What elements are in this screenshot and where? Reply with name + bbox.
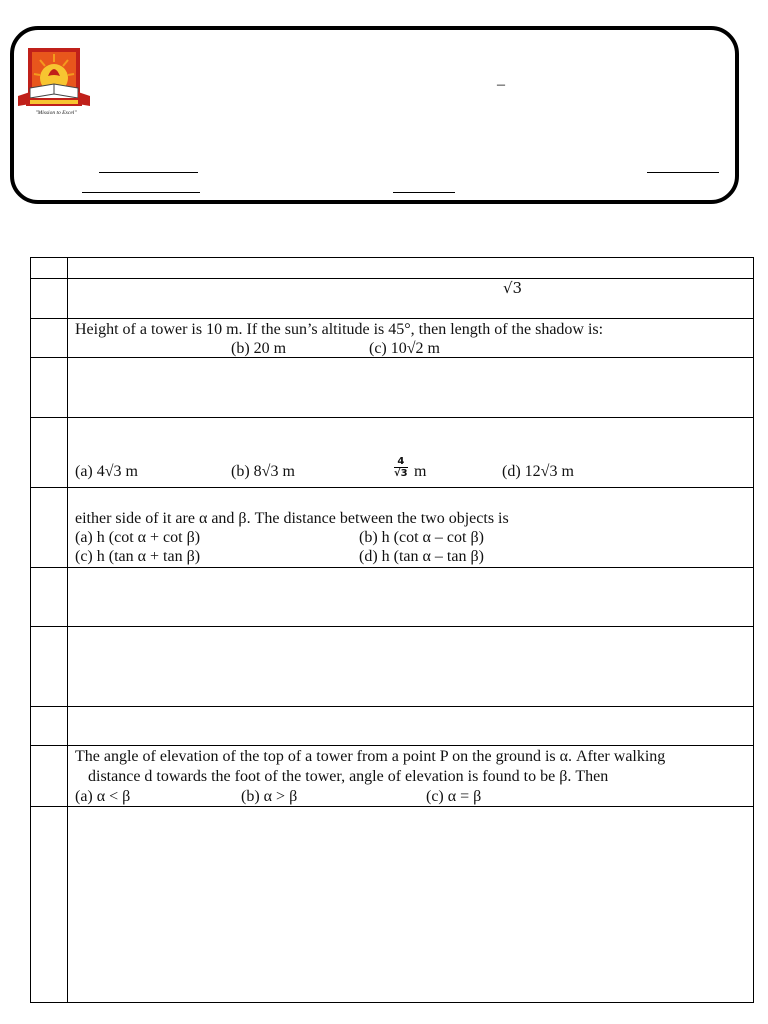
table-row — [31, 319, 754, 358]
option-b: (b) α > β — [241, 788, 298, 805]
number-cell — [31, 358, 68, 418]
question-cell — [68, 358, 754, 418]
question-cell — [68, 627, 754, 707]
option-b: (b) 8√3 m — [231, 463, 295, 480]
option-c: (c) h (tan α + tan β) — [75, 548, 201, 565]
option-b: (b) h (cot α – cot β) — [359, 529, 484, 546]
blank-line — [82, 192, 200, 193]
question-cell — [68, 746, 754, 807]
question-cell — [68, 568, 754, 627]
table-row — [31, 258, 754, 279]
sqrt-three-mark: √3 — [503, 279, 523, 297]
table-row — [31, 418, 754, 488]
number-cell — [31, 279, 68, 319]
number-cell — [31, 488, 68, 568]
blank-line — [393, 192, 455, 193]
table-row — [31, 358, 754, 418]
option-a: (a) 4√3 m — [75, 463, 138, 480]
header-box — [10, 26, 739, 204]
table-row — [31, 488, 754, 568]
number-cell — [31, 319, 68, 358]
header-dash: – — [497, 76, 505, 93]
fraction-numerator: 4 — [397, 456, 405, 467]
option-b: (b) 20 m — [231, 340, 287, 357]
table-row — [31, 746, 754, 807]
table-row — [31, 568, 754, 627]
school-motto: "Mission to Excel" — [35, 110, 77, 116]
question-cell — [68, 319, 754, 358]
number-cell — [31, 807, 68, 1003]
question-cell — [68, 488, 754, 568]
blank-line — [647, 172, 719, 173]
option-c-fraction — [394, 456, 408, 479]
question-cell — [68, 418, 754, 488]
table-row — [31, 807, 754, 1003]
question-cell — [68, 258, 754, 279]
question-cell — [68, 807, 754, 1003]
number-cell — [31, 627, 68, 707]
number-cell — [31, 746, 68, 807]
option-a: (a) α < β — [75, 788, 131, 805]
school-logo — [16, 44, 92, 120]
option-a: (a) h (cot α + cot β) — [75, 529, 201, 546]
question-cell — [68, 707, 754, 746]
table-row — [31, 707, 754, 746]
number-cell — [31, 418, 68, 488]
table-row — [31, 627, 754, 707]
question-cell — [68, 279, 754, 319]
question-text-continued: distance d towards the foot of the tower, angle of elevation is found to be β. Then — [88, 768, 609, 785]
question-text: The angle of elevation of the top of a tower from a point P on the ground is α. After walking — [75, 748, 666, 765]
option-d: (d) 12√3 m — [502, 463, 574, 480]
option-c: (c) α = β — [426, 788, 482, 805]
question-table — [30, 257, 754, 1003]
option-d: (d) h (tan α – tan β) — [359, 548, 484, 565]
table-row — [31, 279, 754, 319]
fraction-denominator: √3 — [394, 468, 408, 479]
option-c-unit: m — [414, 463, 427, 480]
blank-line — [99, 172, 198, 173]
option-c: (c) 10√2 m — [369, 340, 440, 357]
number-cell — [31, 707, 68, 746]
number-cell — [31, 258, 68, 279]
question-text: either side of it are α and β. The distance between the two objects is — [75, 510, 509, 527]
question-text: Height of a tower is 10 m. If the sun’s altitude is 45°, then length of the shadow is: — [75, 321, 604, 338]
number-cell — [31, 568, 68, 627]
